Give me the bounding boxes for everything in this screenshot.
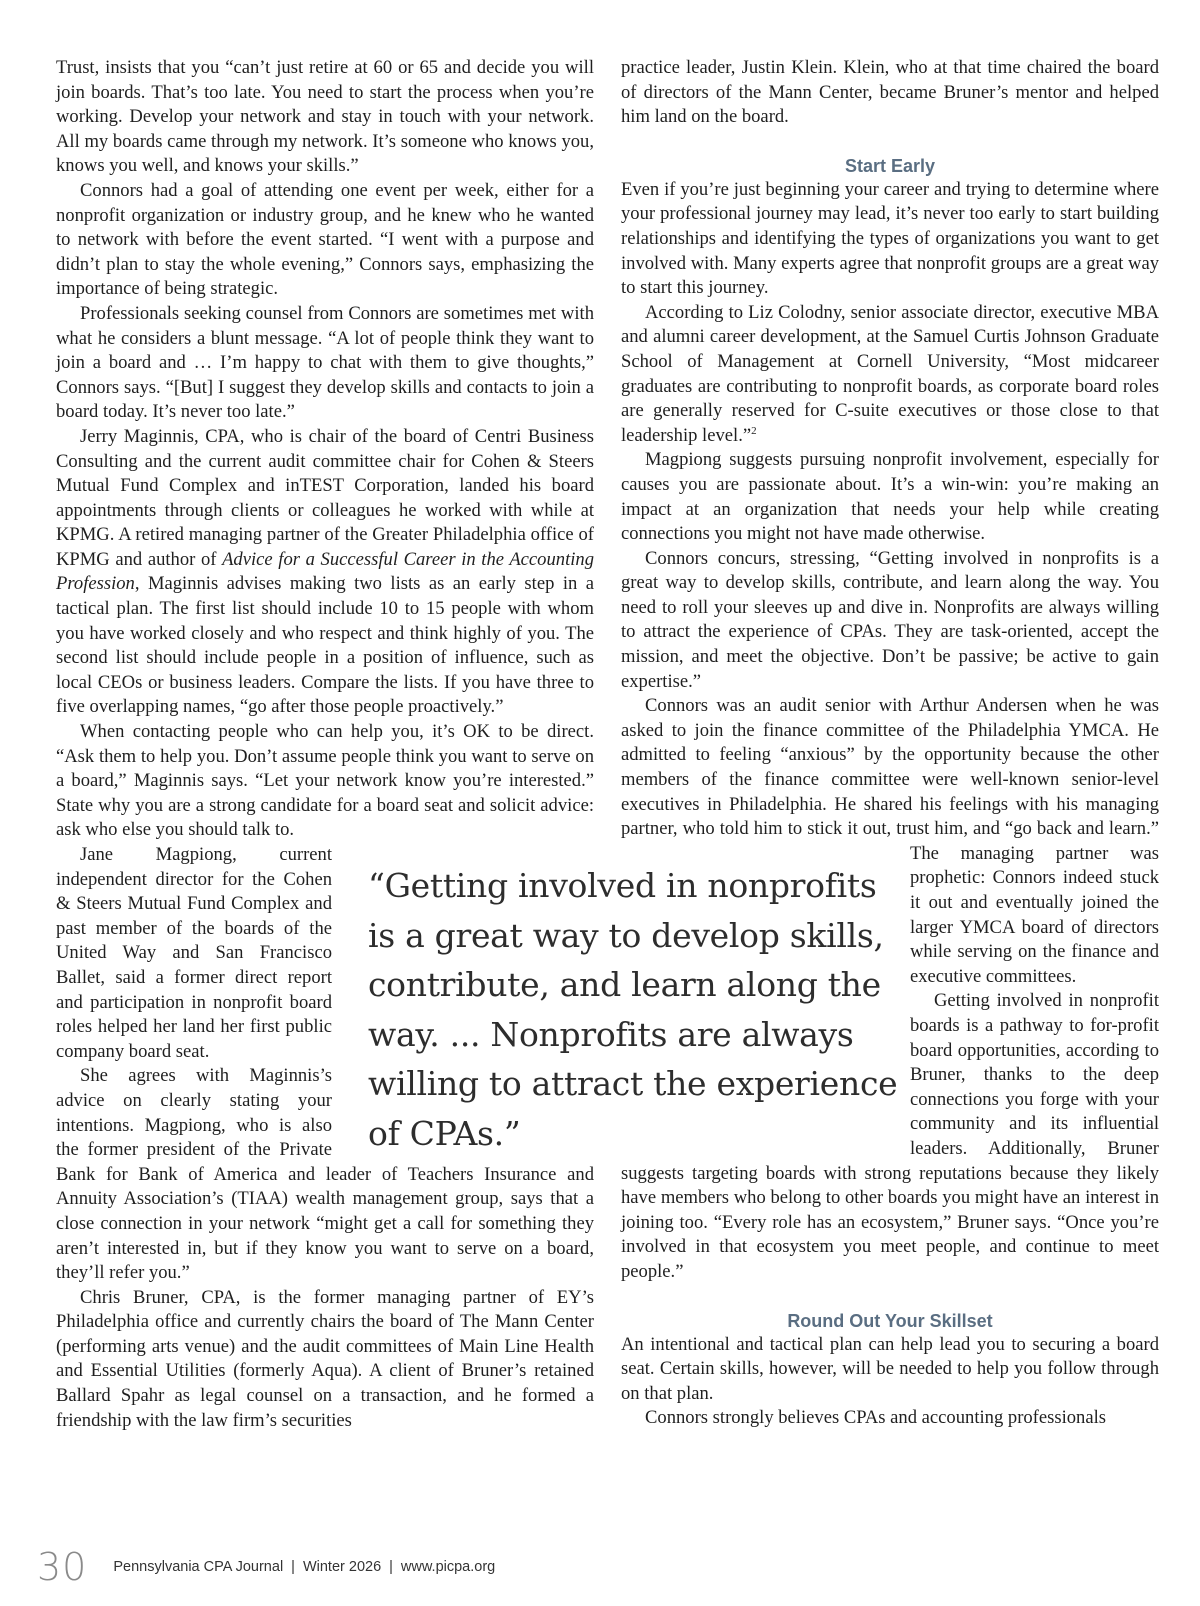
footer-separator: |	[291, 1559, 295, 1575]
body-text: According to Liz Colodny, senior associate director, executive MBA and alumni career development, at the Samuel Curtis Johnson Graduate School of Management at Cornell University, “Most midcareer graduates are contributing to nonprofit boards, as corporate board roles are generally reserved for C-suite executives or those close to that leadership level.”	[621, 301, 1159, 446]
body-text: Connors was an audit senior with Arthur Andersen when he was asked to join the finance committee of the Philadelphia YMCA. He admitted to feeling “anxious” by the opportunity because the other members of the finance committee were well-known senior-level executives in Philadelphia. He shared his feelings with his managing partner, who told him to stick it out, trust him, and “go back and learn.” The managing partner was prophetic: Connors indeed stuck it out and eventually joined the larger YMCA board of directors while serving on the finance and executive committees.	[621, 695, 1159, 987]
body-paragraph: Connors had a goal of attending one event per week, either for a nonprofit organization or industry group, and he knew who he wanted to network with before the event started. “I went with a purpose and didn’t plan to stay the whole evening,” Connors says, emphasizing the importance of being strategic.	[56, 179, 594, 300]
footnote-ref: 2	[751, 424, 757, 437]
left-column	[56, 56, 594, 1433]
body-paragraph: Chris Bruner, CPA, is the former managing partner of EY’s Philadelphia office and currently chairs the board of The Mann Center (performing arts venue) and the audit committees of Main Line Health and Essential Utilities (formerly Aqua). A client of Bruner’s retained Ballard Spahr as legal counsel on a transaction, and he formed a friendship with the law firm’s securities	[56, 1286, 594, 1431]
pull-quote	[368, 861, 898, 1159]
body-text: When contacting people who can help you, it’s OK to be direct. “Ask them to help you. Don’t assume people think you want to serve on a board,” Maginnis says. “Let your network know you’re interested.” State why you are a strong candidate for a board seat and solicit advice: ask who else you should talk to.	[56, 721, 594, 841]
body-paragraph	[56, 720, 594, 843]
pull-quote-text: “Getting involved in nonprofits is a great way to develop skills, contribute, and learn along the way. ... Nonprofits are always willing to attract the experience of CPAs.”	[368, 866, 898, 1153]
book-title: Advice for a Successful Career in the Accounting Profession	[56, 548, 594, 595]
page-number: 30	[37, 1545, 88, 1589]
issue-date: Winter 2026	[302, 1559, 382, 1575]
publication-name: Pennsylvania CPA Journal	[113, 1559, 284, 1575]
body-paragraph: practice leader, Justin Klein. Klein, who at that time chaired the board of directors of the Mann Center, became Bruner’s mentor and helped him land on the board.	[621, 57, 1159, 128]
body-paragraph: Professionals seeking counsel from Connors are sometimes met with what he considers a blunt message. “A lot of people think they want to join a board and … I’m happy to chat with them to give thoughts,” Connors says. “[But] I suggest they develop skills and contacts to join a board today. It’s never too late.”	[56, 302, 594, 423]
website-link[interactable]: www.picpa.org	[400, 1559, 496, 1575]
body-paragraph: Jane Magpiong, current independent director for the Cohen & Steers Mutual Fund Complex and past member of the boards of the United Way and San Francisco Ballet, said a former direct report and participation in nonprofit board roles helped her land her first public company board seat.	[56, 844, 332, 1062]
body-text: , Maginnis advises making two lists as an early step in a tactical plan. The first list should include 10 to 15 people with whom you have worked closely and who respect and think highly of you. The second list should include people in a position of influence, such as local CEOs or business leaders. Compare the lists. If you have three to five overlapping names, “go after those people proactively.”	[56, 573, 594, 718]
section-heading-round-out: Round Out Your Skillset	[787, 1310, 993, 1331]
body-text: Jerry Maginnis, CPA, who is chair of the board of Centri Business Consulting and the current audit committee chair for Cohen & Steers Mutual Fund Complex and inTEST Corporation, landed his board appointments through clients or colleagues he worked with while at KPMG. A retired managing partner of the Greater Philadelphia office of KPMG and author of	[56, 425, 594, 570]
body-paragraph: Connors strongly believes CPAs and accounting professionals	[645, 1407, 1107, 1429]
page-footer	[37, 1542, 495, 1592]
body-paragraph	[621, 301, 1159, 449]
footer-separator: |	[389, 1559, 393, 1575]
body-paragraph: Magpiong suggests pursuing nonprofit involvement, especially for causes you are passionate about. It’s a win-win: you’re making an impact at an organization that needs your help while creating connections you might not have made otherwise.	[621, 449, 1159, 545]
body-paragraph: Connors concurs, stressing, “Getting involved in nonprofits is a great way to develop skills, contribute, and learn along the way. You need to roll your sleeves up and dive in. Nonprofits are always willing to attract the experience of CPAs. They are task-oriented, accept the mission, and meet the objective. Don’t be passive; be active to gain expertise.”	[621, 547, 1159, 692]
section-heading-start-early: Start Early	[844, 155, 936, 176]
body-paragraph: Getting involved in nonprofit boards is a pathway to for-profit board opportunities, according to Bruner, thanks to the deep connections you forge with your community and its influential leaders. Additionally, Bruner suggests targeting boards with strong reputations because they likely have members who belong to other boards you might have an interest in joining too. “Every role has an ecosystem,” Bruner says. “Once you’re involved in that ecosystem you meet people, and continue to meet people.”	[621, 990, 1159, 1282]
body-paragraph: She agrees with Maginnis’s advice on clearly stating your intentions. Magpiong, who is also the former president of the Private Bank for Bank of America and leader of Teachers Insurance and Annuity Association’s (TIAA) wealth management group, says that a close connection in your network “might get a call for something they aren’t interested in, but if they know you want to serve on a board, they’ll refer you.”	[56, 1065, 594, 1284]
right-column	[621, 56, 1159, 1431]
body-paragraph: Even if you’re just beginning your career and trying to determine where your professional journey may lead, it’s never too early to start building relationships and identifying the types of organizations you want to get involved with. Many experts agree that nonprofit groups are a great way to start this journey.	[621, 178, 1160, 299]
body-paragraph	[56, 425, 594, 720]
body-paragraph: Trust, insists that you “can’t just retire at 60 or 65 and decide you will join boards. That’s too late. You need to start the process when you’re working. Develop your network and stay in touch with your network. All my boards came through my network. It’s someone who knows you, knows you well, and knows your skills.”	[56, 57, 594, 177]
footer-info	[113, 1559, 495, 1575]
body-paragraph: An intentional and tactical plan can help lead you to securing a board seat. Certain skills, however, will be needed to help you follow through on that plan.	[621, 1333, 1159, 1404]
